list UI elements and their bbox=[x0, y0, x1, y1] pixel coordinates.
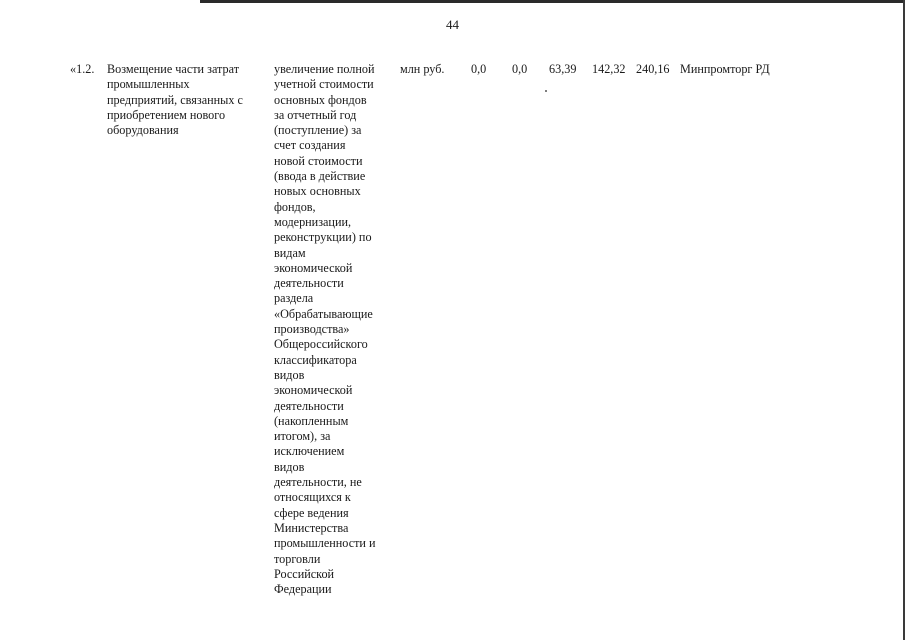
value-cell: 142,32 bbox=[592, 62, 626, 76]
top-border-line bbox=[200, 0, 905, 3]
value-cell: 240,16 bbox=[636, 62, 670, 76]
scan-speck bbox=[545, 90, 547, 92]
page-number: 44 bbox=[446, 17, 459, 32]
value-cell: 0,0 bbox=[512, 62, 528, 76]
value-cell: 63,39 bbox=[549, 62, 577, 76]
responsible-body: Минпромторг РД bbox=[680, 62, 770, 76]
value-cell: 0,0 bbox=[471, 62, 487, 76]
measure-name: Возмещение части затрат промышленных предприятий, связанных с приобретением нового оборудования bbox=[107, 62, 243, 138]
indicator-description: увеличение полной учетной стоимости основных фондов за отчетный год (поступление) за счет создания новой стоимости (ввода в действие новых основных фондов, модернизации, реконструкции) по видам экономической деятельности раздела «Обрабатывающие производства» Общероссийского классификатора видов экономической деятельности (накопленным итогом), за исключением видов деятельности, не относящихся к сфере ведения Министерства промышленности и торговли Российской Федерации bbox=[274, 62, 376, 597]
row-number: «1.2. bbox=[70, 62, 95, 76]
unit-of-measure: млн руб. bbox=[400, 62, 445, 76]
